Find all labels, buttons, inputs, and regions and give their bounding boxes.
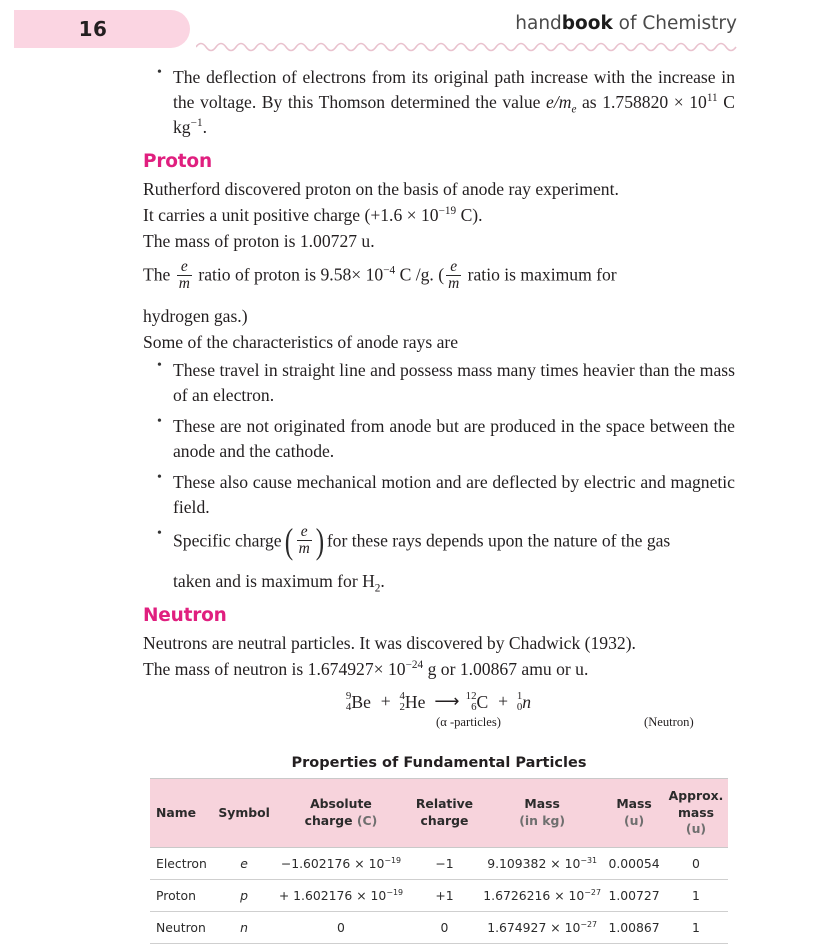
proton-line-3: The mass of proton is 1.00727 u.	[143, 230, 375, 251]
column-header-absolute-charge-line1: Absolute	[310, 796, 372, 812]
column-header-symbol-label: Symbol	[218, 804, 270, 820]
neutron-symbol: n	[522, 692, 532, 713]
neutron-line-1: Neutrons are neutral particles. It was discovered by Chadwick (1932).	[143, 632, 636, 653]
anode-ray-characteristics-list	[143, 358, 735, 593]
cell-mass-kg	[480, 880, 604, 912]
section-heading-proton: Proton	[143, 150, 212, 172]
list-item: • These also cause mechanical motion and are deflected by electric and magnetic field.	[173, 470, 735, 520]
proton-line-1: Rutherford discovered proton on the basis of anode ray experiment.	[143, 178, 619, 199]
annotation-neutron: (Neutron)	[644, 715, 694, 730]
fraction-numerator-2: e	[450, 257, 458, 275]
cell-symbol: n	[215, 912, 273, 944]
cell-relative-charge: −1	[409, 848, 480, 880]
equation-line	[143, 691, 735, 715]
column-header-name	[150, 779, 215, 848]
neutron-line-2	[143, 657, 735, 682]
fraction-numerator-3: e	[300, 523, 308, 541]
cell-absolute-charge	[273, 848, 409, 880]
column-header-mass-kg-line1: Mass	[524, 796, 560, 812]
annotation-alpha-particles: (α -particles)	[436, 715, 501, 730]
ratio-text-a: The	[143, 264, 175, 285]
cell-symbol: e	[215, 848, 273, 880]
fraction-denominator: m	[178, 274, 190, 292]
cell-mass-kg-exponent: −27	[580, 920, 598, 930]
cell-absolute-charge-exponent: −19	[386, 888, 404, 898]
column-header-mass-u	[604, 779, 664, 848]
neutron-line-2-a: The mass of neutron is 1.674927× 10	[143, 658, 406, 679]
neutron-mass-number: 1	[516, 689, 523, 702]
ratio-text-d: ratio is maximum for	[463, 264, 617, 285]
column-header-absolute-charge-line2: charge	[304, 812, 357, 828]
column-header-mass-u-line1: Mass	[616, 796, 652, 812]
ratio-text-c: C /g. (	[395, 264, 445, 285]
e-over-m-fraction-2	[446, 259, 461, 292]
isotope-neutron	[517, 691, 531, 714]
table-row	[150, 848, 728, 880]
cell-mass-kg	[480, 912, 604, 944]
reaction-arrow-icon: ⟶	[434, 690, 458, 711]
e-over-m-subscript: e	[571, 103, 577, 116]
helium-numbers	[399, 691, 404, 714]
e-over-m-fraction	[177, 259, 192, 292]
electron-bullet-list	[143, 65, 735, 140]
neutron-line-2-exponent: −24	[405, 658, 424, 671]
specific-charge-text-b: for these rays depends upon the nature of the gas	[326, 530, 671, 551]
neutron-line-2-b: g or 1.00867 amu or u.	[423, 658, 589, 679]
electron-bullet-text-3: C kg	[173, 91, 735, 137]
equation-annotations	[143, 715, 735, 733]
table-row	[150, 880, 728, 912]
page-number: 16	[78, 17, 108, 41]
beryllium-atomic-number: 4	[345, 701, 352, 714]
specific-charge-fraction	[283, 520, 326, 561]
isotope-helium	[399, 691, 425, 714]
neutron-atomic-number: 0	[516, 701, 523, 714]
specific-charge-text-d: .	[380, 570, 385, 591]
cell-absolute-charge-base: −1.602176 × 10	[280, 856, 385, 872]
page-content	[143, 62, 735, 944]
fundamental-particles-table	[150, 778, 728, 944]
electron-bullet-exponent-1: 11	[706, 92, 718, 105]
cell-symbol: p	[215, 880, 273, 912]
beryllium-numbers	[346, 691, 351, 714]
cell-mass-kg-exponent: −27	[584, 888, 602, 898]
isotope-beryllium	[346, 691, 371, 714]
specific-charge-text-c: taken and is maximum for H	[173, 570, 375, 591]
equation-plus-1: +	[380, 690, 391, 711]
cell-approx-mass: 1	[664, 880, 728, 912]
cell-name: Proton	[150, 880, 215, 912]
electron-bullet-text-2: as 1.758820 × 10	[576, 91, 707, 112]
column-header-name-label: Name	[156, 804, 197, 820]
column-header-symbol	[215, 779, 273, 848]
cell-absolute-charge-exponent: −19	[384, 856, 402, 866]
cell-name: Neutron	[150, 912, 215, 944]
equation-plus-2: +	[498, 690, 509, 711]
cell-mass-kg-base: 1.674927 × 10	[487, 920, 581, 936]
cell-relative-charge: 0	[409, 912, 480, 944]
proton-hydrogen-gas-line: hydrogen gas.)	[143, 306, 248, 327]
cell-mass-kg-exponent: −31	[580, 856, 598, 866]
e-over-m-symbol: e/m	[546, 91, 572, 112]
list-item: • These are not originated from anode but are produced in the space between the anode and the cathode.	[173, 414, 735, 464]
cell-mass-kg-base: 1.6726216 × 10	[483, 888, 585, 904]
specific-charge-text-c-line	[173, 569, 735, 594]
table-header-row	[150, 779, 728, 848]
fraction-denominator-2: m	[448, 274, 460, 292]
carbon-atomic-number: 6	[471, 701, 477, 714]
h2-subscript: 2	[374, 582, 381, 595]
column-header-absolute-charge-unit: (C)	[356, 812, 378, 828]
e-over-m-fraction-3	[297, 524, 312, 557]
cell-mass-u: 1.00727	[604, 880, 664, 912]
cell-name: Electron	[150, 848, 215, 880]
wavy-divider-icon	[196, 38, 738, 52]
table-header	[150, 779, 728, 848]
beryllium-mass-number: 9	[345, 689, 352, 702]
proton-line-2-b: C).	[456, 204, 483, 225]
list-item	[173, 65, 735, 140]
right-paren-icon: )	[315, 520, 325, 561]
cell-mass-u: 1.00867	[604, 912, 664, 944]
cell-approx-mass: 0	[664, 848, 728, 880]
column-header-approx-mass-line2: mass	[677, 804, 714, 820]
fraction-numerator: e	[180, 257, 188, 275]
book-title-bold: book	[561, 13, 613, 34]
list-item: • These travel in straight line and possess mass many times heavier than the mass of an electron.	[173, 358, 735, 408]
beryllium-symbol: Be	[351, 692, 371, 713]
column-header-absolute-charge	[273, 779, 409, 848]
cell-relative-charge: +1	[409, 880, 480, 912]
specific-charge-text-a: Specific charge	[173, 530, 282, 551]
column-header-mass-kg	[480, 779, 604, 848]
section-heading-neutron: Neutron	[143, 604, 227, 626]
ratio-text-b: ratio of proton is 9.58× 10	[193, 264, 384, 285]
electron-bullet-exponent-2: −1	[190, 117, 203, 130]
column-header-approx-mass	[664, 779, 728, 848]
ratio-exponent: −4	[383, 264, 396, 277]
cell-approx-mass: 1	[664, 912, 728, 944]
book-title-part2: of Chemistry	[612, 13, 737, 34]
cell-mass-u: 0.00054	[604, 848, 664, 880]
column-header-mass-kg-unit: (in kg)	[519, 812, 566, 828]
cell-absolute-charge-base: 0	[336, 920, 345, 936]
left-paren-icon: (	[284, 520, 293, 561]
cell-mass-kg-base: 9.109382 × 10	[487, 856, 581, 872]
book-title-part1: hand	[515, 13, 562, 34]
cell-absolute-charge-base: + 1.602176 × 10	[278, 888, 387, 904]
column-header-relative-charge	[409, 779, 480, 848]
electron-bullet-text-1: The deflection of electrons from its original path increase with the increase in the voltage. By this Thomson determined the value	[173, 67, 735, 112]
column-header-relative-charge-line1: Relative	[415, 796, 474, 812]
page-header	[0, 0, 823, 62]
carbon-symbol: C	[476, 692, 489, 713]
cell-mass-kg	[480, 848, 604, 880]
column-header-mass-u-unit: (u)	[623, 812, 645, 828]
anode-rays-intro: Some of the characteristics of anode rays are	[143, 332, 459, 353]
helium-atomic-number: 2	[399, 701, 405, 714]
table-body	[150, 848, 728, 944]
table-row	[150, 912, 728, 944]
proton-em-ratio-line	[143, 257, 735, 293]
helium-mass-number: 4	[399, 689, 405, 702]
proton-line-2-a: It carries a unit positive charge (+1.6 × 10	[143, 204, 439, 225]
proton-line-2-exponent: −19	[438, 205, 457, 218]
neutron-numbers	[517, 691, 522, 714]
column-header-approx-mass-unit: (u)	[685, 820, 707, 836]
carbon-numbers	[466, 691, 477, 714]
column-header-relative-charge-line2: charge	[420, 812, 469, 828]
isotope-carbon	[466, 691, 489, 714]
list-item	[173, 520, 735, 595]
cell-absolute-charge	[273, 880, 409, 912]
cell-absolute-charge	[273, 912, 409, 944]
table-title: Properties of Fundamental Particles	[291, 755, 587, 772]
carbon-mass-number: 12	[465, 689, 477, 702]
column-header-approx-mass-line1: Approx.	[668, 788, 724, 804]
fraction-denominator-3: m	[298, 539, 310, 557]
proton-line-2	[143, 203, 735, 228]
book-title	[515, 13, 737, 34]
helium-symbol: He	[404, 692, 426, 713]
electron-bullet-text-4: .	[202, 116, 207, 137]
nuclear-reaction-equation	[143, 691, 735, 734]
